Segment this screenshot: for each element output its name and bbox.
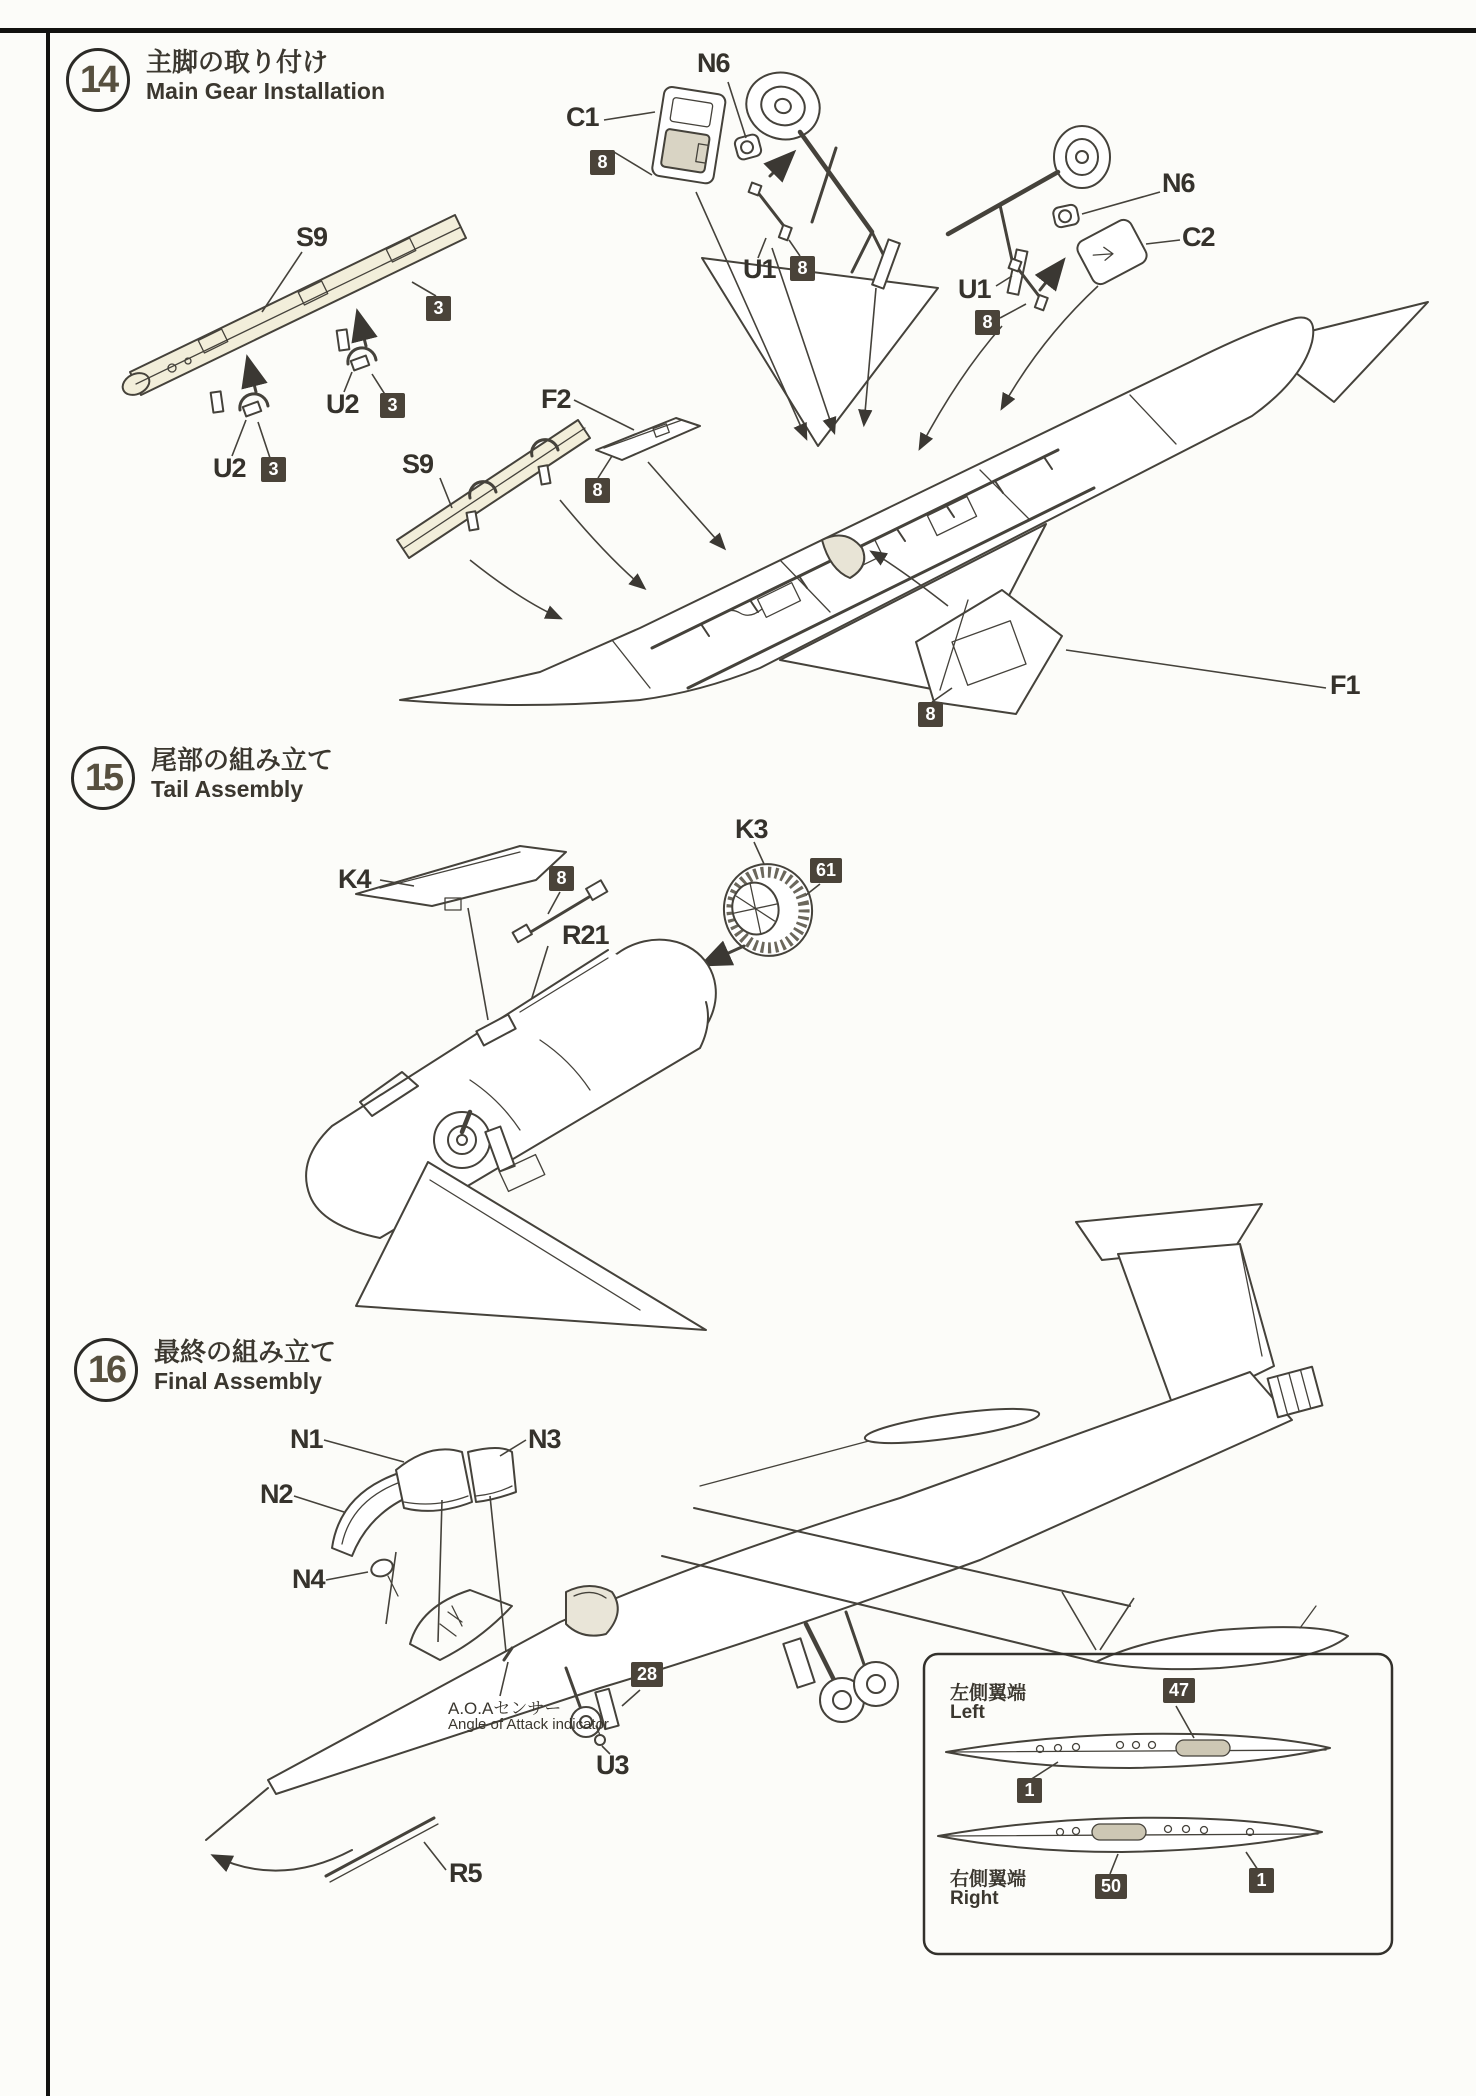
step16-number: 16 (74, 1338, 138, 1402)
part-label-f1: F1 (1330, 670, 1360, 700)
runner-badge-47-left-tip: 47 (1163, 1678, 1195, 1703)
runner-badge-3-u2-left: 3 (261, 457, 286, 482)
art-step16 (206, 1204, 1392, 1954)
step16-title-en: Final Assembly (154, 1367, 322, 1394)
runner-badge-28-nose: 28 (631, 1662, 663, 1687)
runner-badge-1-left-tip: 1 (1017, 1778, 1042, 1803)
wingtip-left-label-en: Left (950, 1702, 985, 1723)
part-label-k4: K4 (338, 864, 371, 894)
step16-header (74, 1338, 336, 1402)
runner-badge-8-u1-right: 8 (975, 310, 1000, 335)
step14-header (66, 48, 385, 112)
runner-badge-1-right-tip: 1 (1249, 1868, 1274, 1893)
wingtip-right-label-jp: 右側翼端 (950, 1869, 1027, 1890)
step15-title-en: Tail Assembly (151, 775, 304, 802)
runner-badge-3-u2-mid: 3 (380, 393, 405, 418)
step15-number: 15 (71, 746, 135, 810)
runner-badge-61-k3: 61 (810, 858, 842, 883)
wingtip-right-label-en: Right (950, 1888, 999, 1909)
step14-title-en: Main Gear Installation (146, 77, 385, 104)
part-label-s9-lower: S9 (402, 449, 434, 479)
art-step14 (119, 63, 1428, 714)
part-label-n6-left: N6 (697, 48, 730, 78)
part-label-n2: N2 (260, 1479, 293, 1509)
aoa-callout-en: Angle of Attack indicator (448, 1716, 609, 1733)
part-label-r5: R5 (449, 1858, 482, 1888)
part-label-r21: R21 (562, 920, 609, 950)
runner-badge-50-right-tip: 50 (1095, 1874, 1127, 1899)
runner-badge-8-c1: 8 (590, 150, 615, 175)
step14-title-jp: 主脚の取り付け (146, 47, 329, 77)
runner-badge-8-u1-left: 8 (790, 256, 815, 281)
runner-badge-3-rail: 3 (426, 296, 451, 321)
wingtip-left-label-jp: 左側翼端 (950, 1683, 1027, 1704)
part-label-s9-upper: S9 (296, 222, 328, 252)
part-label-u1-right: U1 (958, 274, 991, 304)
part-label-f2: F2 (541, 384, 571, 414)
runner-badge-8-f2: 8 (585, 478, 610, 503)
part-label-u3: U3 (596, 1750, 629, 1780)
runner-badge-8-f1: 8 (918, 702, 943, 727)
part-label-n4: N4 (292, 1564, 325, 1594)
part-label-c1: C1 (566, 102, 599, 132)
step16-title-jp: 最終の組み立て (154, 1337, 337, 1367)
part-label-u2-left: U2 (213, 453, 246, 483)
part-label-n6-right: N6 (1162, 168, 1195, 198)
part-label-n3: N3 (528, 1424, 561, 1454)
step14-number: 14 (66, 48, 130, 112)
part-label-n1: N1 (290, 1424, 323, 1454)
art-step15 (306, 842, 821, 1330)
runner-badge-8-r21: 8 (549, 866, 574, 891)
aoa-callout-jp: A.O.Aセンサー (448, 1699, 562, 1718)
step15-header (71, 746, 333, 810)
step15-title-jp: 尾部の組み立て (151, 745, 334, 775)
part-label-k3: K3 (735, 814, 768, 844)
part-label-u2-mid: U2 (326, 389, 359, 419)
part-label-c2: C2 (1182, 222, 1215, 252)
part-label-u1-left: U1 (743, 254, 776, 284)
